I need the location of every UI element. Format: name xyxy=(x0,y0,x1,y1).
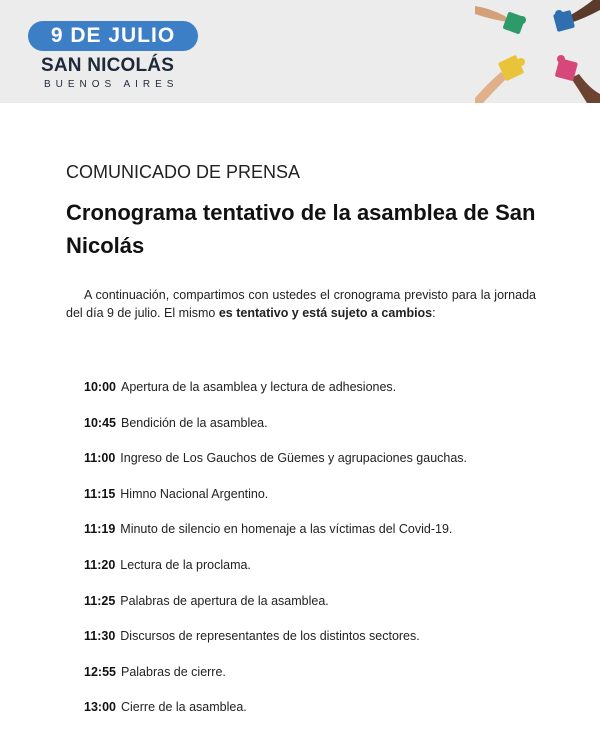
schedule-activity: Lectura de la proclama. xyxy=(120,557,251,572)
schedule-activity: Ingreso de Los Gauchos de Güemes y agrupaciones gauchas. xyxy=(120,451,468,466)
schedule-item xyxy=(84,414,584,450)
city-name: SAN NICOLÁS xyxy=(41,55,175,76)
schedule-time: 11:30 xyxy=(84,629,116,644)
schedule-item xyxy=(84,485,584,521)
intro-emphasis: es tentativo y está sujeto a cambios xyxy=(218,306,433,320)
schedule-list xyxy=(84,378,584,734)
schedule-activity: Discursos de representantes de los distintos sectores. xyxy=(120,629,420,644)
schedule-time: 10:45 xyxy=(84,415,116,430)
schedule-activity: Apertura de la asamblea y lectura de adhesiones. xyxy=(120,380,397,394)
document-title: Cronograma tentativo de la asamblea de San Nicolás xyxy=(66,200,536,258)
province-name: BUENOS AIRES xyxy=(44,79,179,90)
schedule-activity: Himno Nacional Argentino. xyxy=(120,486,269,501)
schedule-activity: Palabras de cierre. xyxy=(120,664,226,679)
schedule-item xyxy=(84,520,584,556)
intro-text: A continuación, compartimos con ustedes el cronograma previsto para la jornada del día 9 de julio. El mismo xyxy=(66,288,536,320)
schedule-activity: Bendición de la asamblea. xyxy=(120,415,268,430)
schedule-time: 11:19 xyxy=(84,522,116,537)
schedule-activity: Palabras de apertura de la asamblea. xyxy=(120,593,329,608)
schedule-item xyxy=(84,592,584,628)
schedule-item xyxy=(84,556,584,592)
banner-header xyxy=(0,0,600,103)
schedule-item xyxy=(84,698,584,734)
schedule-activity: Minuto de silencio en homenaje a las víctimas del Covid-19. xyxy=(120,522,453,537)
schedule-item xyxy=(84,663,584,699)
schedule-activity: Cierre de la asamblea. xyxy=(120,700,247,715)
schedule-time: 11:20 xyxy=(84,557,116,572)
schedule-time: 10:00 xyxy=(84,380,116,394)
schedule-item xyxy=(84,378,584,414)
intro-end: : xyxy=(432,306,436,320)
schedule-item xyxy=(84,627,584,663)
schedule-time: 11:00 xyxy=(84,451,116,466)
arm-bottom-right xyxy=(571,74,600,103)
schedule-time: 11:15 xyxy=(84,486,116,501)
arm-top-right xyxy=(569,0,600,22)
arm-top-left xyxy=(475,6,509,22)
press-release-label: COMUNICADO DE PRENSA xyxy=(66,162,301,182)
schedule-time: 11:25 xyxy=(84,593,116,608)
schedule-time: 12:55 xyxy=(84,664,116,679)
schedule-item xyxy=(84,449,584,485)
intro-paragraph xyxy=(66,286,536,322)
arm-bottom-left xyxy=(475,72,507,103)
schedule-time: 13:00 xyxy=(84,700,116,715)
date-badge: 9 DE JULIO xyxy=(28,21,198,51)
puzzle-hands-illustration xyxy=(475,0,600,103)
